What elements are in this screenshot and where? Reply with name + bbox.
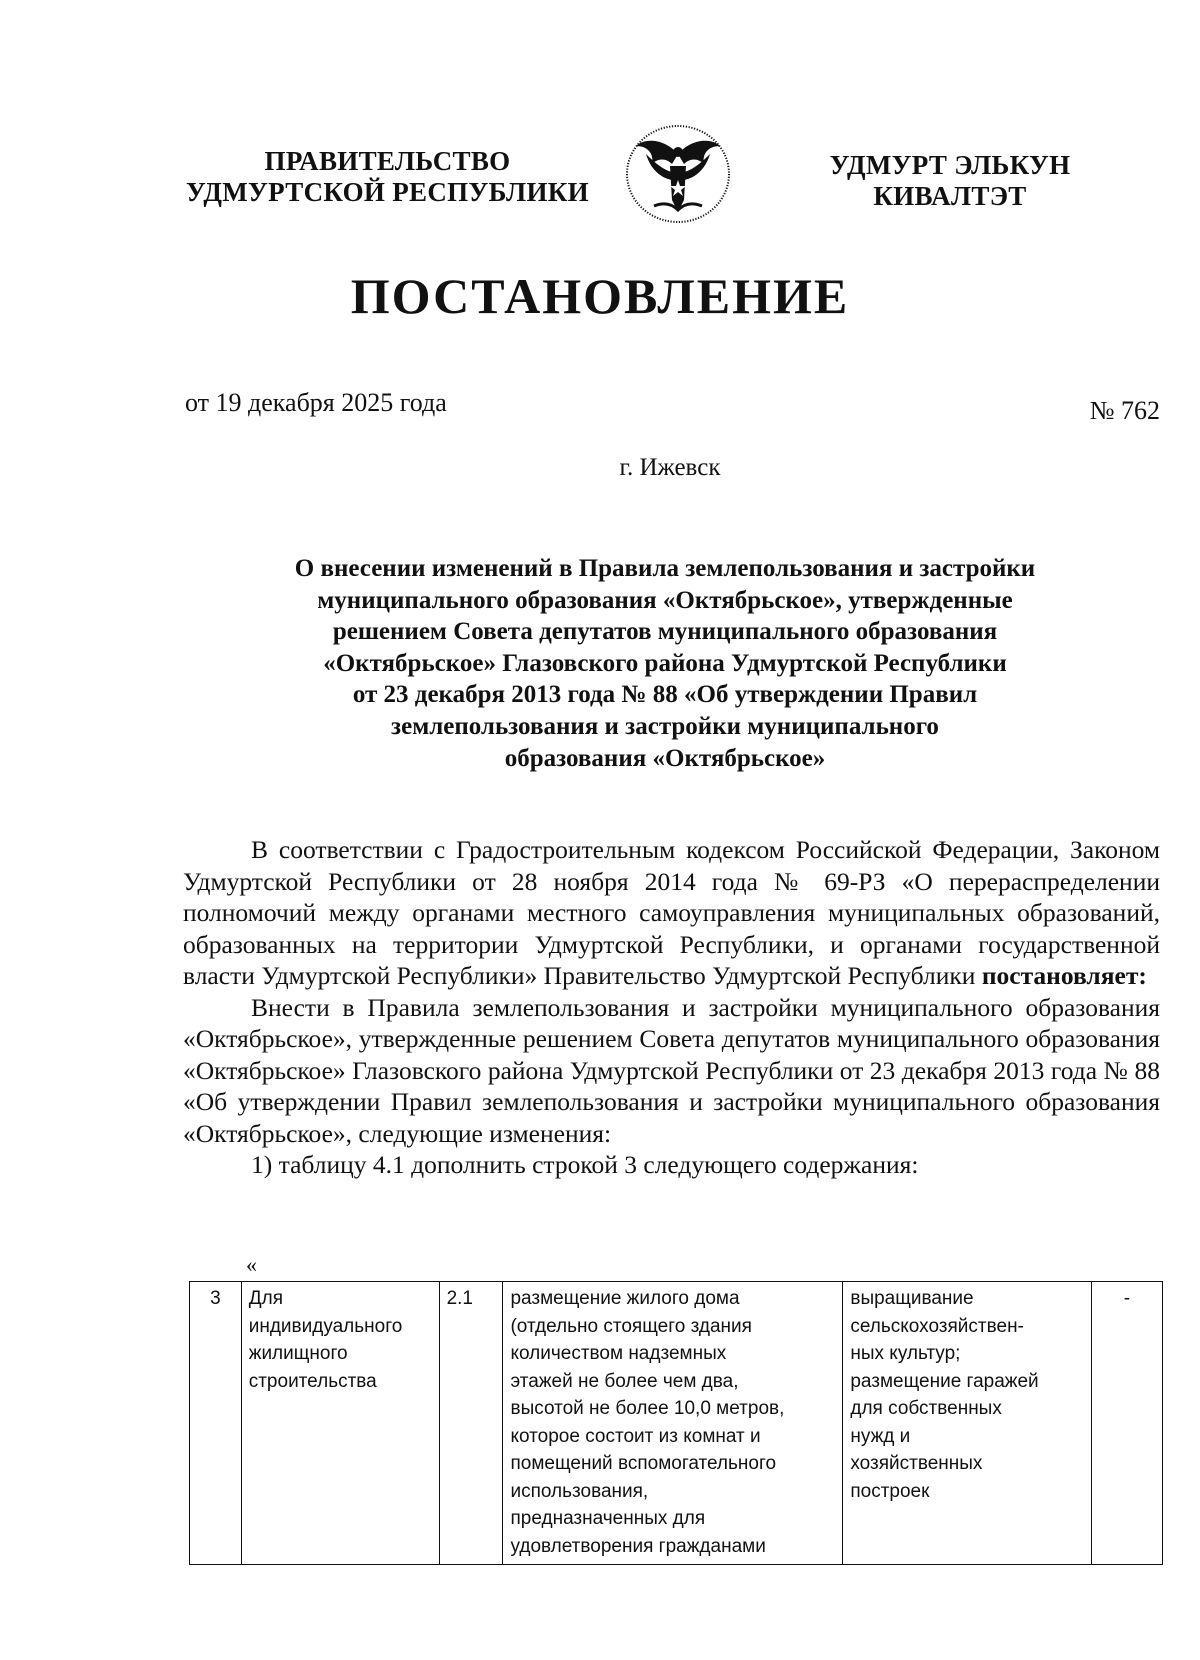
cell-auxiliary-use (843, 1282, 1092, 1565)
cell-line: предназначенных для (510, 1508, 706, 1529)
subject-line: образования «Октябрьское» (504, 744, 826, 772)
government-name-russian (170, 146, 605, 208)
cell-line: использования, (510, 1480, 649, 1502)
resolves-colon: : (1138, 961, 1147, 990)
body-paragraph-amend: Внести в Правила землепользования и застройки муниципального образования «Октябрьское», утвержденные решением Совета депутатов муниципального образования «Октябрьское» Глазовского района Удмуртской Республики от 23 декабря 2013 года № 88 «Об утверждении Правил землепользования и застройки муниципального образования «Октябрьское», следующие изменения: (183, 992, 1160, 1148)
document-title: ПОСТАНОВЛЕНИЕ (350, 268, 850, 324)
body-paragraph-item1: 1) таблицу 4.1 дополнить строкой 3 следующего содержания: (251, 1150, 919, 1179)
document-city: г. Ижевск (619, 454, 721, 481)
cell-line: хозяйственных (850, 1453, 983, 1474)
subject-line: землепользования и застройки муниципального (391, 712, 939, 740)
cell-line: построек (850, 1480, 930, 1502)
document-number: № 762 (1089, 396, 1160, 425)
cell-code: 2.1 (439, 1282, 503, 1565)
zoning-table (189, 1281, 1163, 1565)
government-name-udm-line2: КИВАЛТЭТ (873, 181, 1027, 211)
cell-row-number: 3 (190, 1282, 242, 1565)
cell-line: Для (248, 1288, 283, 1309)
cell-line: ных культур; (850, 1343, 961, 1364)
subject-line: муниципального образования «Октябрьское», утвержденные (317, 586, 1013, 614)
opening-quote: « (246, 1252, 257, 1277)
document-body (183, 834, 1160, 1181)
body-paragraph-preamble (183, 834, 1160, 992)
cell-line: размещение жилого дома (510, 1288, 740, 1309)
cell-line: размещение гаражей (850, 1370, 1039, 1392)
cell-line: для собственных (850, 1398, 1002, 1419)
cell-line: нужд и (850, 1425, 911, 1447)
subject-line: решением Совета депутатов муниципального образования (332, 618, 998, 646)
preamble-text: В соответствии с Градостроительным кодексом Российской Федерации, Законом Удмуртской Республики от 28 ноября 2014 года № 69-РЗ «О перераспределении полномочий между органами местного самоуправления муниципальных образований, образованных на территории Удмуртской Республики, и органами государственной власти Удмуртской Республики» Правительство Удмуртской Республики (183, 835, 1160, 990)
coat-of-arms-icon (624, 124, 732, 224)
document-subject (230, 553, 1100, 774)
cell-zone-name (241, 1282, 439, 1565)
subject-line: «Октябрьское» Глазовского района Удмуртской Республики (323, 649, 1007, 677)
cell-line: сельскохозяйствен- (850, 1315, 1024, 1337)
cell-line: строительства (248, 1370, 377, 1392)
cell-line: количеством надземных (510, 1343, 727, 1364)
cell-line: высотой не более 10,0 метров, (510, 1398, 785, 1419)
government-name-line1: ПРАВИТЕЛЬСТВО (264, 146, 511, 176)
cell-line: помещений вспомогательного (510, 1453, 777, 1474)
cell-line: жилищного (248, 1343, 348, 1364)
cell-line: (отдельно стоящего здания (510, 1315, 752, 1337)
cell-line: индивидуального (248, 1315, 403, 1337)
cell-line: выращивание (850, 1288, 974, 1309)
resolves-keyword: постановляет (981, 961, 1139, 990)
government-name-udmurt (795, 150, 1105, 212)
subject-line: О внесении изменений в Правила землепользования и застройки (294, 555, 1036, 582)
table-row (190, 1282, 1163, 1565)
document-date: от 19 декабря 2025 года (185, 388, 447, 417)
cell-conditional-use: - (1091, 1282, 1162, 1565)
cell-line: удовлетворения гражданами (510, 1535, 766, 1557)
cell-main-use (503, 1282, 843, 1565)
cell-line: которое состоит из комнат и (510, 1425, 761, 1447)
government-name-line2: УДМУРТСКОЙ РЕСПУБЛИКИ (186, 177, 589, 207)
subject-line: от 23 декабря 2013 года № 88 «Об утверждении Правил (352, 681, 978, 709)
cell-line: этажей не более чем два, (510, 1370, 739, 1392)
government-name-udm-line1: УДМУРТ ЭЛЬКУН (829, 150, 1071, 180)
